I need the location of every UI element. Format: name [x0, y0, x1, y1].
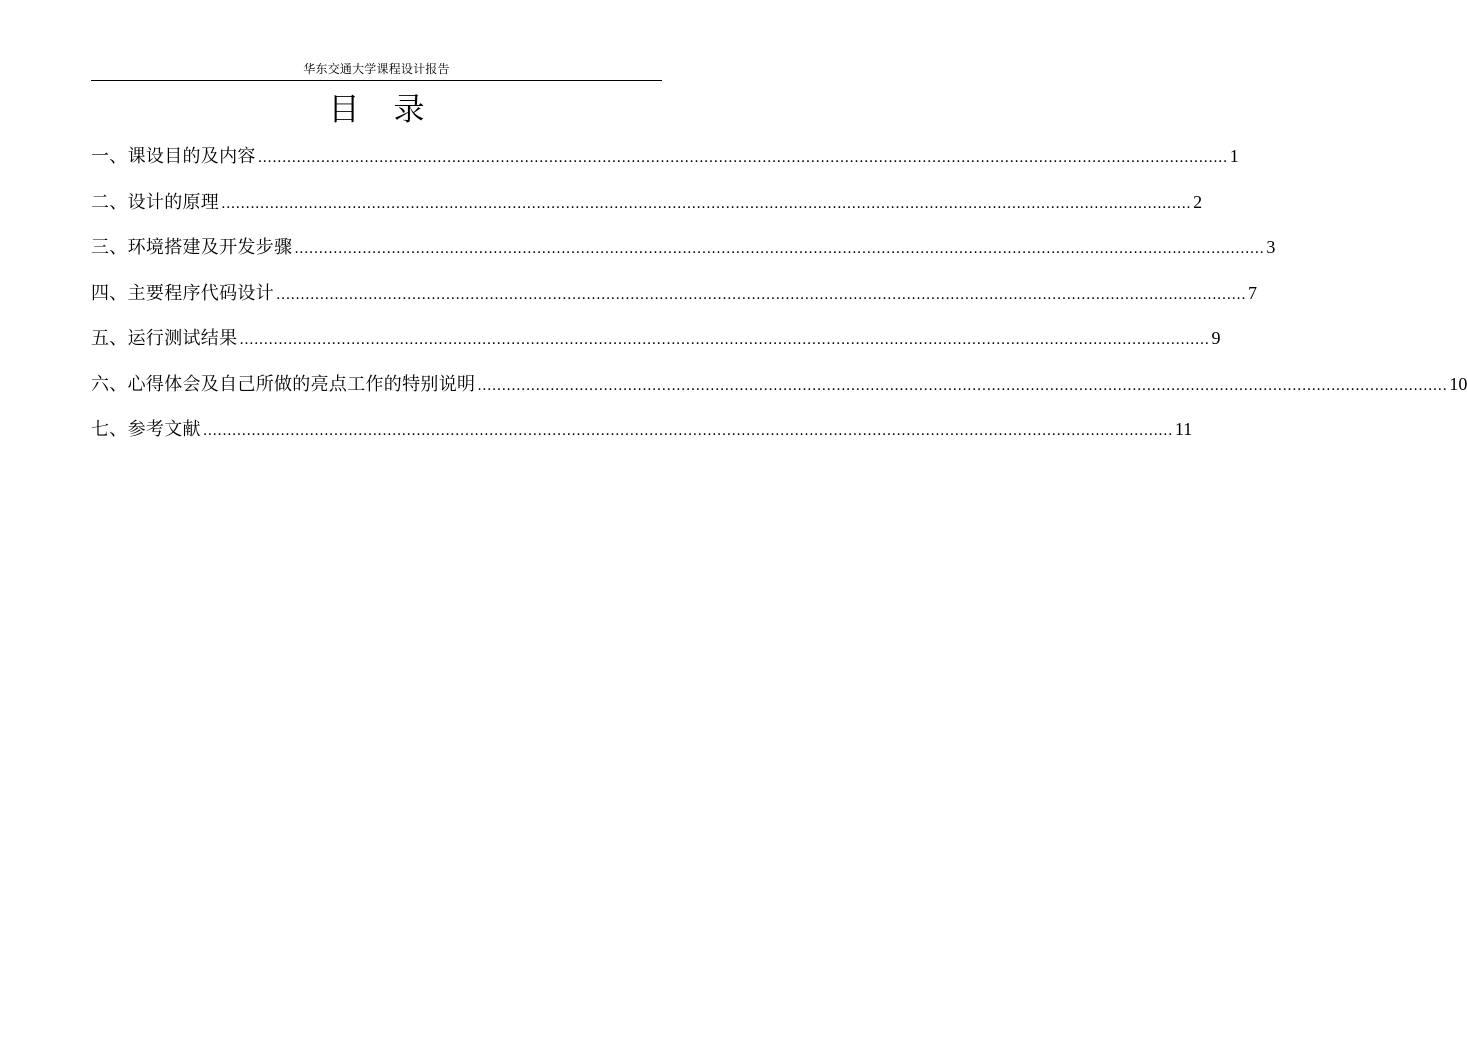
toc-page-number: 9 [1211, 328, 1221, 348]
toc-page-number: 2 [1193, 191, 1203, 212]
toc-entry-text: 二、设计的原理 [91, 191, 220, 213]
toc-entry[interactable] [91, 370, 1467, 416]
toc-entry-text: 四、主要程序代码设计 [91, 282, 274, 304]
toc-entry[interactable] [91, 142, 1239, 188]
page-header: 华东交通大学课程设计报告 [303, 62, 450, 76]
toc-entry-text: 七、参考文献 [91, 419, 201, 440]
toc-entry[interactable] [91, 188, 1203, 234]
toc-dot-leader: ........................................................................................................................................................................................................ [239, 332, 1210, 348]
toc-page-number: 10 [1449, 373, 1467, 394]
toc-title: 目录 [328, 92, 459, 128]
toc-entry-text: 五、运行测试结果 [91, 328, 238, 349]
toc-entry-text: 一、课设目的及内容 [91, 146, 256, 167]
toc-dot-leader: ........................................................................................................................................................................................................ [294, 241, 1265, 257]
toc-entry[interactable] [91, 233, 1276, 279]
toc-entry[interactable] [91, 324, 1221, 370]
toc-entry[interactable] [91, 279, 1258, 325]
toc-entry[interactable] [91, 415, 1193, 461]
toc-page-number: 7 [1248, 282, 1258, 303]
table-of-contents [91, 142, 1467, 461]
toc-page-number: 1 [1229, 146, 1239, 166]
toc-page-number: 11 [1174, 419, 1193, 439]
toc-dot-leader: ........................................................................................................................................................................................................ [202, 423, 1173, 439]
toc-entry-text: 三、环境搭建及开发步骤 [91, 237, 293, 258]
toc-entry-text: 六、心得体会及自己所做的亮点工作的特别说明 [91, 373, 476, 395]
toc-dot-leader: ........................................................................................................................................................................................................ [276, 286, 1247, 303]
toc-page-number: 3 [1266, 237, 1276, 257]
toc-dot-leader: ........................................................................................................................................................................................................ [221, 195, 1192, 212]
toc-dot-leader: ........................................................................................................................................................................................................ [257, 150, 1228, 166]
header-rule [91, 80, 662, 81]
toc-dot-leader: ........................................................................................................................................................................................................ [477, 377, 1448, 394]
